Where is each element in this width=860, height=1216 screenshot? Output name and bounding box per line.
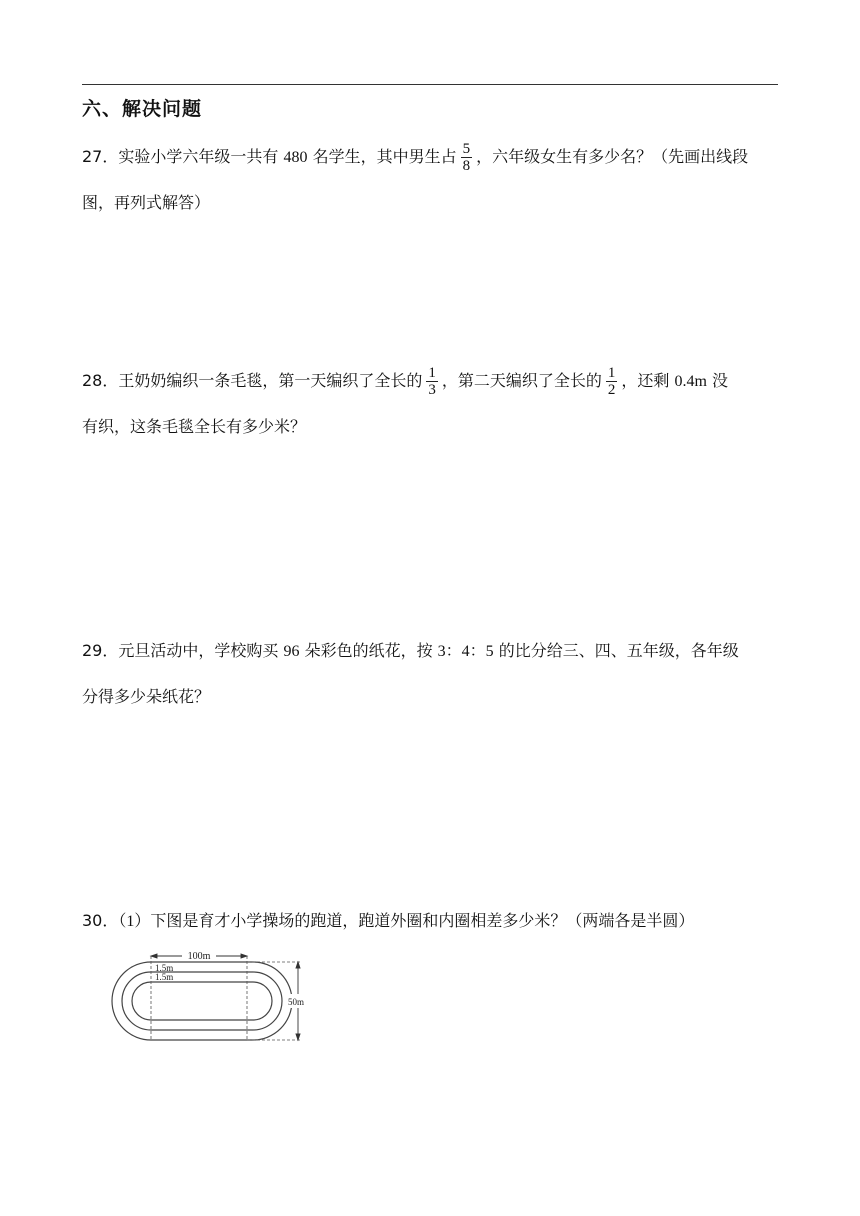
question-27-prefix: 27．实验小学六年级一共有 [82,147,279,166]
width-label: 50m [287,997,305,1007]
question-28-fraction-1 [426,365,438,398]
question-29-mid: 朵彩色的纸花，按 [304,641,433,660]
question-28-line-1 [82,358,782,404]
track-inner-lane [132,982,272,1020]
question-29-prefix: 29．元旦活动中，学校购买 [82,641,279,660]
question-27-line-2: 图，再列式解答） [82,193,211,212]
fraction-numerator: 1 [428,365,436,381]
question-29-count: 96 [283,643,300,660]
question-28-suffix: 没 [712,371,729,390]
question-27-fraction [461,141,473,174]
question-29-line-1 [82,628,782,674]
running-track-diagram [108,946,308,1046]
lane-width-label-1: 1.5m [155,963,174,973]
width-arrow-head-bottom [296,1034,300,1040]
question-29-line-2: 分得多少朵纸花？ [82,687,211,706]
fraction-numerator: 1 [607,365,616,381]
length-arrow-head-right [241,954,247,958]
question-28-mid2: ，还剩 [621,371,670,390]
top-rule [82,84,778,85]
question-27 [82,134,782,226]
question-28 [82,358,782,450]
question-30-line-1 [82,898,782,944]
question-28-mid: ，第二天编织了全长的 [441,371,602,390]
question-27-total: 480 [283,149,308,166]
section-title: 六、解决问题 [82,98,203,120]
lane-width-label-2: 1.5m [155,972,174,982]
length-arrow-head-left [151,954,157,958]
track-middle-lane [122,972,282,1030]
question-28-remain: 0.4m [674,373,707,390]
question-28-fraction-2 [606,365,618,398]
question-28-prefix: 28．王奶奶编织一条毛毯，第一天编织了全长的 [82,371,423,390]
question-27-line-1 [82,134,782,180]
question-29-ratio: 3：4：5 [437,643,494,660]
fraction-numerator: 5 [462,141,471,157]
question-28-line-2: 有织，这条毛毯全长有多少米？ [82,417,307,436]
fraction-denominator: 3 [428,382,436,398]
question-29 [82,628,782,720]
question-29-suffix: 的比分给三、四、五年级，各年级 [498,641,739,660]
fraction-denominator: 8 [462,158,471,174]
track-outer-lane [112,962,292,1040]
fraction-denominator: 2 [607,382,616,398]
question-30-sub: 1 [126,913,135,930]
question-30 [82,898,782,944]
width-arrow-head-top [296,962,300,968]
question-27-suffix: ，六年级女生有多少名？（先画出线段 [476,147,749,166]
question-27-mid: 名学生，其中男生占 [312,147,457,166]
length-label: 100m [187,951,211,962]
question-30-prefix: 30．（ [82,911,127,930]
question-30-suffix: ）下图是育才小学操场的跑道，跑道外圈和内圈相差多少米？（两端各是半圆） [134,911,695,930]
